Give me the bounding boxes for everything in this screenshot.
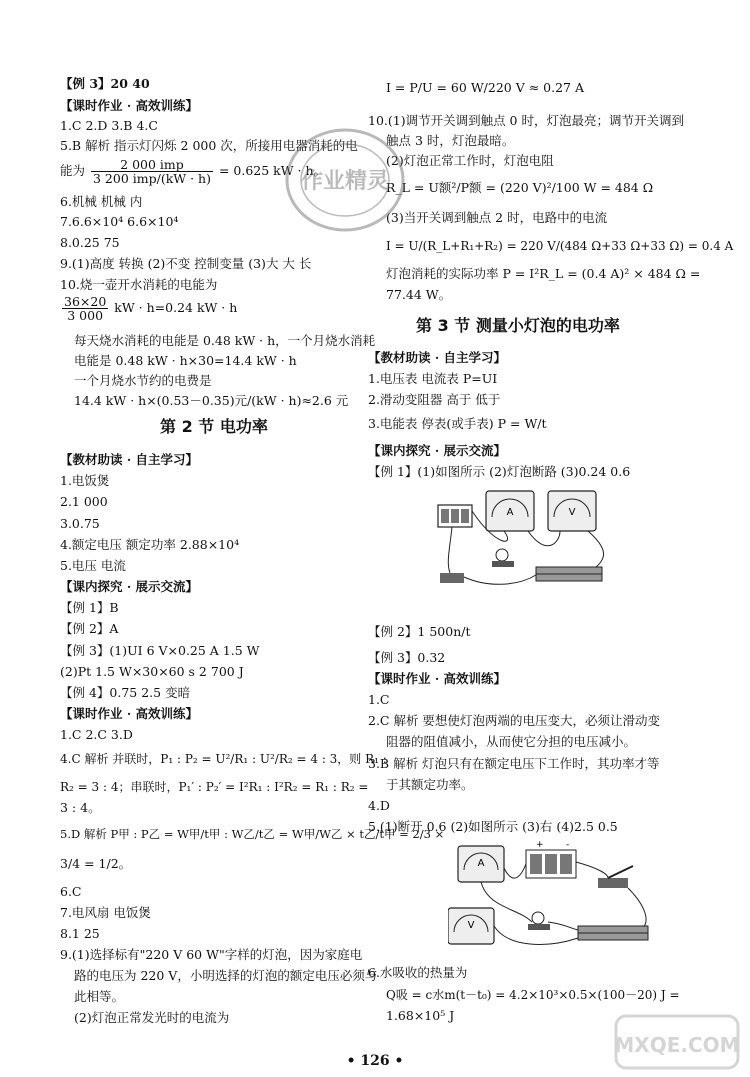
line: 【例 2】A	[60, 621, 119, 636]
page-number: • 126 •	[346, 1053, 404, 1069]
line: 3 : 4。	[60, 800, 101, 815]
line: 6.C	[60, 884, 82, 899]
line: 5.(1)断开 0.6 (2)如图所示 (3)右 (4)2.5 0.5	[368, 819, 618, 834]
line: R₂ = 3 : 4；串联时，P₁′ : P₂′ = I²R₁ : I²R₂ = R₁ : R₂ =	[60, 780, 369, 794]
line: 4.C 解析 并联时，P₁ : P₂ = U²/R₁ : U²/R₂ = 4 : 3，则 R₁ :	[60, 752, 387, 766]
svg-text:A: A	[506, 507, 514, 518]
line: 2.C 解析 要想使灯泡两端的电压变大，必须让滑动变	[368, 713, 660, 728]
line: 5.B 解析 指示灯闪烁 2 000 次，所接用电器消耗的电	[60, 138, 358, 153]
line: (2)灯泡正常工作时，灯泡电阻	[386, 153, 554, 168]
line: 灯泡消耗的实际功率 P = I²R_L = (0.4 A)² × 484 Ω =	[386, 266, 701, 281]
line: (3)当开关调到触点 2 时，电路中的电流	[386, 210, 608, 225]
line: 触点 3 时，灯泡最暗。	[386, 133, 515, 148]
svg-text:V: V	[568, 507, 576, 518]
subheading: 【课时作业 · 高效训练】	[60, 706, 199, 721]
circuit-diagram-2	[448, 838, 658, 958]
formula-line	[60, 294, 237, 322]
line: 阻器的阻值减小，从而使它分担的电压减小。	[386, 734, 637, 749]
line: 【例 3】0.32	[368, 650, 446, 665]
line: 10.(1)调节开关调到触点 0 时，灯泡最亮；调节开关调到	[368, 113, 684, 128]
numerator: 2 000 imp	[91, 158, 213, 172]
line: 一个月烧水节约的电费是	[74, 373, 212, 388]
line: 7.电风扇 电饭煲	[60, 905, 151, 920]
section-title: 第 3 节 测量小灯泡的电功率	[416, 316, 620, 335]
line: 8.1 25	[60, 926, 100, 941]
subheading: 【课时作业 · 高效训练】	[368, 671, 507, 686]
svg-text:+: +	[536, 840, 544, 850]
line: 【例 2】1 500n/t	[368, 624, 471, 639]
text: = 0.625 kW · h。	[218, 163, 327, 178]
text: 能为	[60, 163, 86, 178]
line: 14.4 kW · h×(0.53－0.35)元/(kW · h)≈2.6 元	[74, 393, 349, 408]
numerator: 36×20	[64, 294, 107, 309]
denominator: 3 000	[67, 308, 104, 323]
line: 3/4 = 1/2。	[60, 856, 132, 871]
denominator: 3 200 imp/(kW · h)	[93, 171, 211, 186]
svg-text:-: -	[566, 840, 570, 850]
line: 【例 3】20 40	[60, 76, 150, 91]
watermark-text: MXQE.COM	[614, 1033, 740, 1057]
line: 9.(1)高度 转换 (2)不变 控制变量 (3)大 大 长	[60, 256, 312, 271]
circuit-diagram-1	[436, 487, 614, 595]
line: 【例 1】B	[60, 600, 119, 615]
line: 2.滑动变阻器 高于 低于	[368, 392, 501, 407]
line: 1.电压表 电流表 P=UI	[368, 371, 498, 386]
line: 6.水吸收的热量为	[368, 965, 468, 980]
formula-line: R_L = U额²/P额 = (220 V)²/100 W = 484 Ω	[386, 180, 654, 195]
line: 2.1 000	[60, 494, 108, 509]
subheading: 【教材助读 · 自主学习】	[368, 350, 507, 365]
line: 4.D	[368, 798, 390, 813]
line: 电能是 0.48 kW · h×30=14.4 kW · h	[74, 353, 297, 368]
subheading: 【课时作业 · 高效训练】	[60, 98, 199, 113]
line: 3.电能表 停表(或手表) P = W/t	[368, 416, 547, 431]
line: 【例 3】(1)UI 6 V×0.25 A 1.5 W	[60, 643, 260, 658]
formula-line: I = P/U = 60 W/220 V ≈ 0.27 A	[386, 80, 584, 95]
formula-line: Q吸 = c水m(t－t₀) = 4.2×10³×0.5×(100－20) J =	[386, 988, 680, 1002]
text: kW · h=0.24 kW · h	[114, 300, 238, 315]
stamp-text: 作业精灵	[300, 169, 390, 194]
subheading: 【课内探究 · 展示交流】	[368, 443, 507, 458]
line: 5.电压 电流	[60, 558, 126, 573]
line: 1.C	[368, 692, 390, 707]
line: 7.6.6×10⁴ 6.6×10⁴	[60, 214, 179, 229]
line: 1.C 2.D 3.B 4.C	[60, 118, 158, 133]
line: 1.C 2.C 3.D	[60, 727, 133, 742]
section-title: 第 2 节 电功率	[160, 417, 268, 436]
line: 6.机械 机械 内	[60, 194, 143, 209]
line: 此相等。	[74, 989, 125, 1004]
subheading: 【课内探究 · 展示交流】	[60, 579, 199, 594]
line: 4.额定电压 额定功率 2.88×10⁴	[60, 537, 240, 552]
line: 1.电饭煲	[60, 473, 110, 488]
line: 路的电压为 220 V，小明选择的灯泡的额定电压必须与	[74, 968, 378, 983]
subheading: 【教材助读 · 自主学习】	[60, 452, 199, 467]
fraction	[62, 295, 108, 322]
line: 5.D 解析 P甲 : P乙 = W甲/t甲 : W乙/t乙 = W甲/W乙 × t乙/t甲 = 2/3 ×	[60, 827, 445, 841]
line: 3.B 解析 灯泡只有在额定电压下工作时，其功率才等	[368, 756, 660, 771]
line: 于其额定功率。	[386, 777, 474, 792]
formula-line: I = U/(R_L+R₁+R₂) = 220 V/(484 Ω+33 Ω+33 Ω) = 0.4 A	[386, 239, 734, 253]
svg-text:V: V	[467, 920, 475, 931]
line: 【例 4】0.75 2.5 变暗	[60, 685, 191, 700]
line: 9.(1)选择标有"220 V 60 W"字样的灯泡，因为家庭电	[60, 947, 363, 962]
line: (2)灯泡正常发光时的电流为	[74, 1010, 230, 1025]
homework-stamp-logo	[280, 120, 410, 240]
svg-text:A: A	[477, 858, 485, 869]
line: 10.烧一壶开水消耗的电能为	[60, 277, 218, 292]
line: 1.68×10⁵ J	[386, 1008, 455, 1023]
line: 77.44 W。	[386, 287, 452, 302]
fraction	[91, 158, 213, 185]
line: 3.0.75	[60, 516, 100, 531]
line: 8.0.25 75	[60, 235, 120, 250]
line: 每天烧水消耗的电能是 0.48 kW · h，一个月烧水消耗	[74, 333, 376, 348]
line: (2)Pt 1.5 W×30×60 s 2 700 J	[60, 664, 244, 679]
line: 【例 1】(1)如图所示 (2)灯泡断路 (3)0.24 0.6	[368, 464, 631, 479]
